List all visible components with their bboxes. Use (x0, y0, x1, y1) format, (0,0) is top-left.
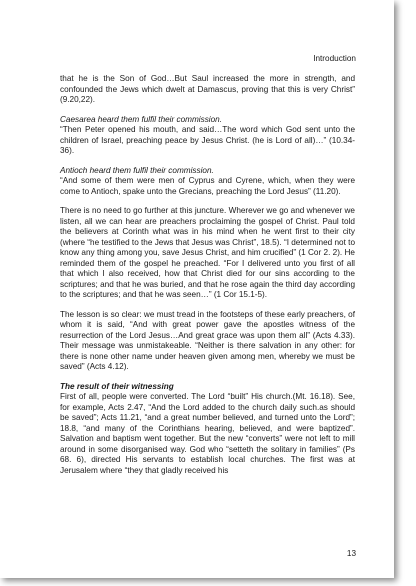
caesarea-subheading: Caesarea heard them fulfil their commission. (60, 114, 222, 124)
antioch-subheading: Antioch heard them fulfil their commission. (60, 165, 214, 175)
caesarea-paragraph: “Then Peter opened his mouth, and said…The word which God sent unto the children of Israel, preaching peace by Jesus Christ. (he is Lord of all)…” (10.34-36). (60, 125, 355, 155)
antioch-paragraph: “And some of them were men of Cyprus and Cyrene, which, when they were come to Antioch, spake unto the Grecians, preaching the Lord Jesus” (11.20). (60, 176, 355, 196)
running-header: Introduction (313, 54, 356, 63)
paragraph-lesson: The lesson is so clear: we must tread in the footsteps of these early preachers, of whom it is said, “And with great power gave the apostles witness of the resurrection of the Lord Jesus…And great grace was upon them all” (Acts 4.33). Their message was unmistakeable. “Neither is there salvation in any other: for there is none other name under heaven given among men, whereby we must be saved” (Acts 4.12). (60, 309, 355, 371)
paragraph-continued: that he is the Son of God…But Saul increased the more in strength, and confounded the Jews which dwelt at Damascus, proving that this is very Christ” (9.20,22). (60, 74, 355, 104)
section-heading-result: The result of their witnessing (60, 381, 174, 391)
paragraph-result: First of all, people were converted. The Lord “built” His church.(Mt. 16.18). See, for example, Acts 2.47, “And the Lord added to the church daily such.as should be saved”; Acts 11.21, “and a great number believed, and turned unto the Lord”; 18.8, “and many of the Corinthians hearing, believed, and were baptized”. Salvation and baptism went together. But the new “converts” were not left to mill around in some disorganised way. God who “setteth the solitary in families” (Ps 68. 6), directed His servants to establish local churches. The first was at Jerusalem where “they that gladly received his (60, 392, 355, 475)
paragraph-no-need: There is no need to go further at this juncture. Wherever we go and whenever we listen, all we can hear are preachers proclaiming the gospel of Christ. Paul told the believers at Corinth what was in his mind when he went first to their city (where “he testified to the Jews that Jesus was Christ”, 18.5). “I determined not to know any thing among you, save Jesus Christ, and him crucified” (1 Cor 2. 2). He reminded them of the gospel he preached. “For I delivered unto you first of all that which I also received, how that Christ died for our sins according to the scriptures; and that he was buried, and that he rose again the third day according to the scriptures; and that he was seen…” (1 Cor 15.1-5). (60, 206, 355, 299)
page-number: 13 (346, 549, 356, 558)
page-body (60, 74, 355, 476)
